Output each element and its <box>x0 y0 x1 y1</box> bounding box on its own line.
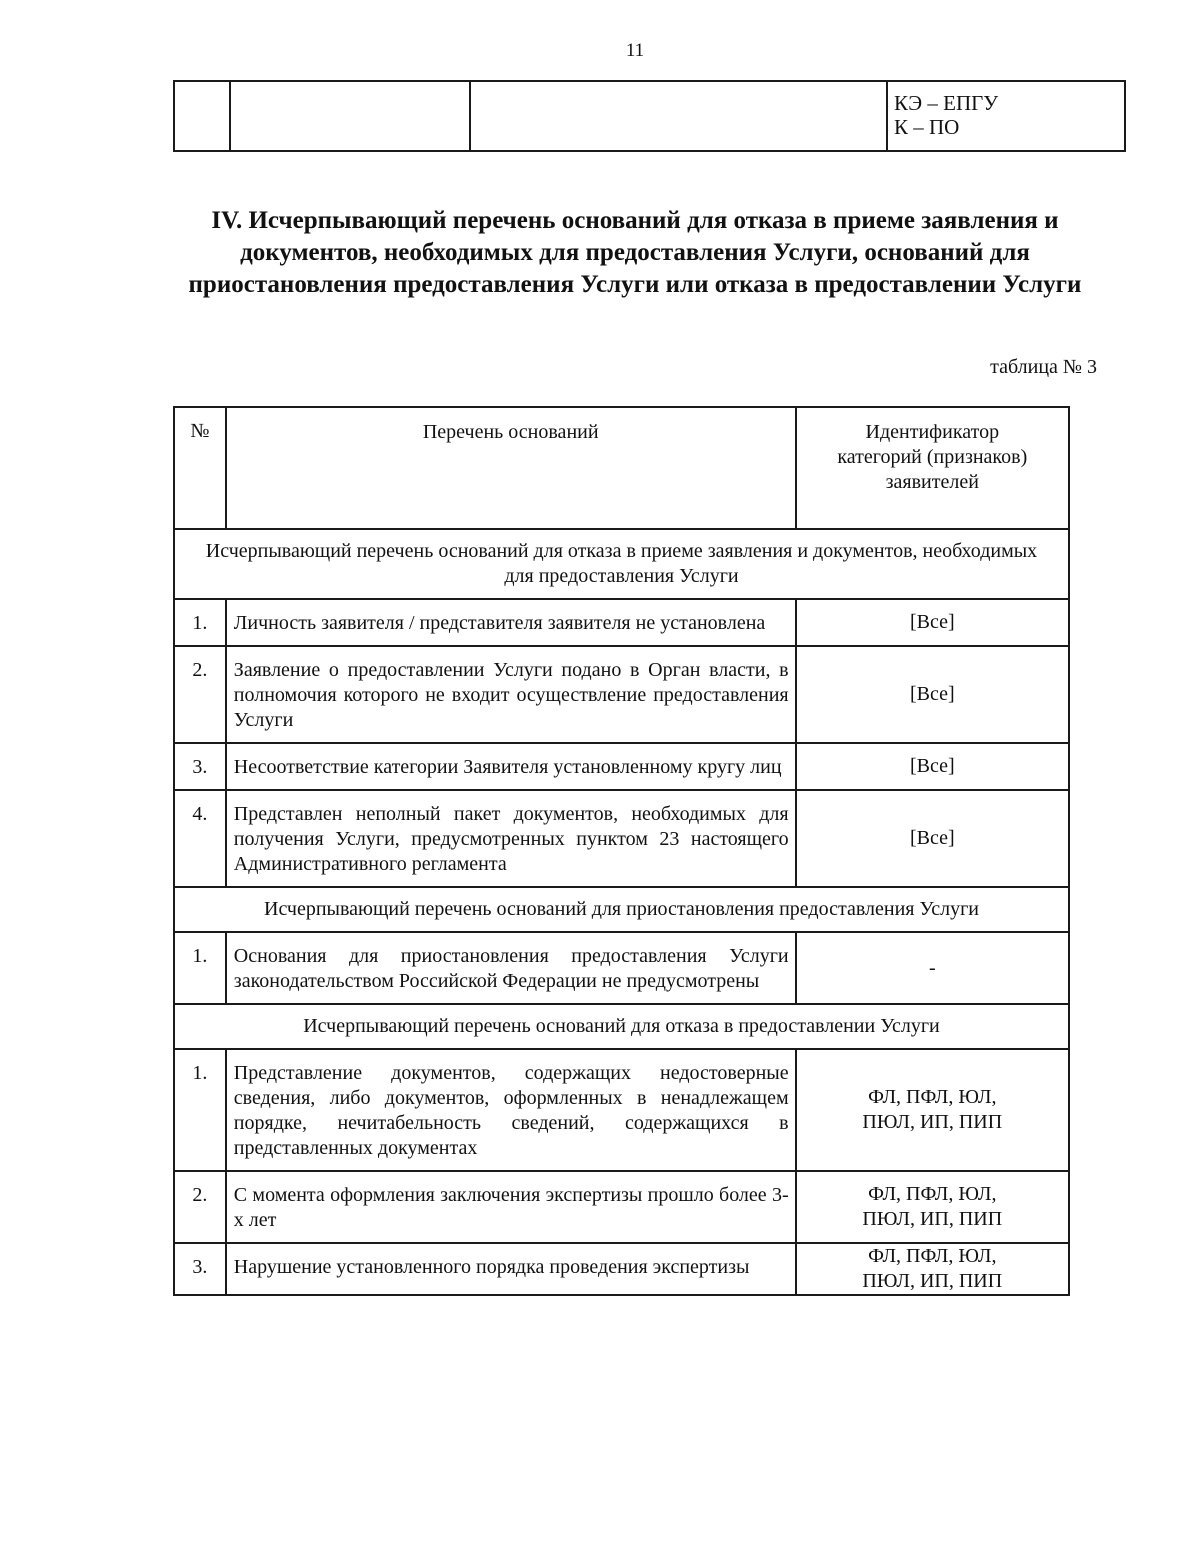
page-number: 11 <box>625 40 645 61</box>
row-category: [Все] <box>796 790 1069 887</box>
table-row <box>174 1243 1069 1295</box>
category-line: ПЮЛ, ИП, ПИП <box>862 1270 1003 1292</box>
section-heading: Исчерпывающий перечень оснований для приостановления предоставления Услуги <box>174 887 1069 932</box>
table-cell-empty <box>174 81 230 151</box>
section-heading-row <box>174 887 1069 932</box>
row-reason: Представление документов, содержащих недостоверные сведения, либо документов, оформленных в ненадлежащем порядке, нечитабельность сведений, содержащихся в представленных документах <box>226 1049 796 1171</box>
section-title: IV. Исчерпывающий перечень оснований для отказа в приеме заявления и документов, необходимых для предоставления Услуги, оснований для приостановления предоставления Услуги или отказа в предоставлении Услуги <box>188 207 1082 298</box>
row-reason: Заявление о предоставлении Услуги подано в Орган власти, в полномочия которого не входит осуществление предоставления Услуги <box>226 646 796 743</box>
header-number: № <box>174 407 226 529</box>
row-reason: Несоответствие категории Заявителя установленному кругу лиц <box>226 743 796 790</box>
row-category <box>796 1049 1069 1171</box>
table-row <box>174 743 1069 790</box>
row-category: - <box>796 932 1069 1004</box>
category-line: ПЮЛ, ИП, ПИП <box>862 1208 1003 1230</box>
continued-table-fragment <box>173 80 1126 152</box>
row-category: [Все] <box>796 743 1069 790</box>
table-row <box>174 646 1069 743</box>
row-category <box>796 1171 1069 1243</box>
row-number: 2. <box>174 646 226 743</box>
table-cell-empty <box>470 81 887 151</box>
row-number: 4. <box>174 790 226 887</box>
header-identifier: Идентификатор категорий (признаков) заявителей <box>796 407 1069 529</box>
table-row <box>174 1049 1069 1171</box>
category-line: ФЛ, ПФЛ, ЮЛ, <box>868 1086 997 1108</box>
table-caption: таблица № 3 <box>990 356 1097 378</box>
table-row <box>174 599 1069 646</box>
row-number: 1. <box>174 1049 226 1171</box>
row-category: [Все] <box>796 646 1069 743</box>
category-line: ФЛ, ПФЛ, ЮЛ, <box>868 1183 997 1205</box>
channel-code-line: КЭ – ЕПГУ <box>894 91 999 115</box>
header-reasons: Перечень оснований <box>226 407 796 529</box>
table-row <box>174 790 1069 887</box>
row-reason: Основания для приостановления предоставления Услуги законодательством Российской Федерации не предусмотрены <box>226 932 796 1004</box>
section-heading-row <box>174 529 1069 599</box>
section-heading: Исчерпывающий перечень оснований для отказа в приеме заявления и документов, необходимых для предоставления Услуги <box>174 529 1069 599</box>
grounds-table <box>173 406 1070 1296</box>
section-heading-row <box>174 1004 1069 1049</box>
row-category: [Все] <box>796 599 1069 646</box>
row-reason: Нарушение установленного порядка проведения экспертизы <box>226 1243 796 1295</box>
row-reason: Представлен неполный пакет документов, необходимых для получения Услуги, предусмотренных пунктом 23 настоящего Административного регламента <box>226 790 796 887</box>
table-cell-empty <box>230 81 470 151</box>
row-category <box>796 1243 1069 1295</box>
channel-codes-cell <box>887 81 1125 151</box>
row-number: 2. <box>174 1171 226 1243</box>
category-line: ФЛ, ПФЛ, ЮЛ, <box>868 1245 997 1267</box>
channel-code-line: К – ПО <box>894 115 960 139</box>
row-number: 1. <box>174 932 226 1004</box>
row-reason: Личность заявителя / представителя заявителя не установлена <box>226 599 796 646</box>
table-row <box>174 932 1069 1004</box>
table-header-row <box>174 407 1069 529</box>
row-reason: С момента оформления заключения экспертизы прошло более 3-х лет <box>226 1171 796 1243</box>
row-number: 1. <box>174 599 226 646</box>
row-number: 3. <box>174 743 226 790</box>
row-number: 3. <box>174 1243 226 1295</box>
section-heading: Исчерпывающий перечень оснований для отказа в предоставлении Услуги <box>174 1004 1069 1049</box>
table-row <box>174 81 1125 151</box>
category-line: ПЮЛ, ИП, ПИП <box>862 1111 1003 1133</box>
table-row <box>174 1171 1069 1243</box>
